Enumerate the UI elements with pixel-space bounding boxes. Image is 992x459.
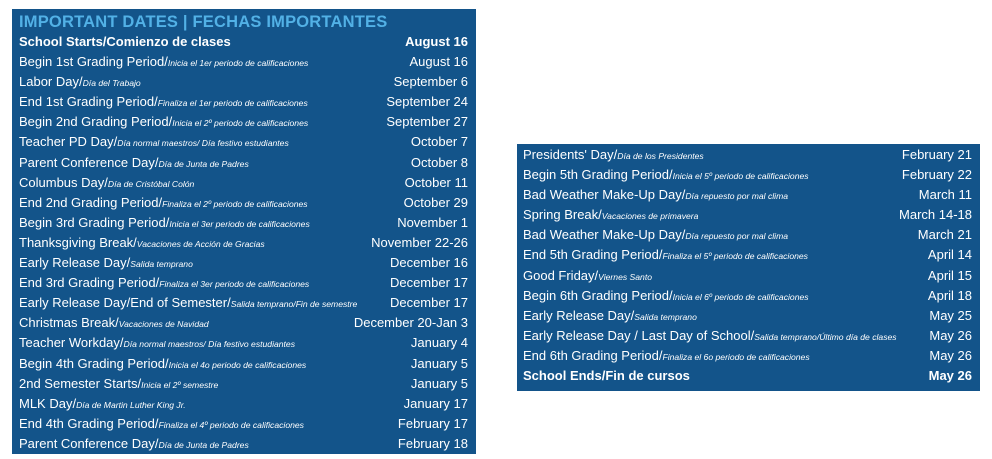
event-label (523, 245, 808, 266)
event-name-spanish: Finaliza el 4º periodo de calificaciones (158, 419, 304, 430)
event-label (19, 394, 186, 415)
event-label (19, 333, 295, 354)
event-label (523, 286, 809, 307)
event-date: September 6 (393, 74, 468, 90)
event-name-english: School Starts/Comienzo de clases (19, 34, 231, 49)
date-row (19, 253, 468, 273)
event-date: August 16 (405, 34, 468, 49)
event-name-spanish: Inicia el 2º periodo de calificaciones (172, 118, 309, 129)
date-row (19, 273, 468, 293)
event-label (523, 346, 810, 367)
date-row (523, 225, 972, 245)
event-label (19, 132, 289, 153)
event-name-english: Teacher PD Day/ (19, 134, 118, 150)
event-label (19, 253, 193, 274)
event-name-spanish: Día de los Presidentes (617, 151, 704, 161)
date-row (19, 354, 468, 374)
dates-list-right (523, 145, 972, 386)
event-name-english: Early Release Day/End of Semester/ (19, 295, 231, 311)
event-name-spanish: Finaliza el 5º periodo de calificaciones (662, 251, 808, 262)
event-name-spanish: Día de Junta de Padres (158, 158, 249, 169)
date-row (19, 112, 468, 132)
event-label (523, 225, 788, 246)
event-name-spanish: Finaliza el 2º periodo de calificaciones (162, 198, 308, 209)
event-date: December 20-Jan 3 (353, 315, 468, 331)
event-name-spanish: Vacaciones de Navidad (118, 319, 209, 330)
event-name-spanish: Salida temprano/Último día de clases (754, 331, 897, 342)
event-name-english: MLK Day/ (19, 395, 77, 411)
event-label (19, 414, 304, 435)
event-label (523, 205, 698, 226)
event-name-english: Early Release Day/ (523, 307, 635, 323)
date-row (19, 132, 468, 152)
event-label (523, 165, 809, 186)
important-dates-panel-right (517, 144, 980, 391)
date-row (523, 145, 972, 165)
date-row (19, 293, 468, 313)
date-row (19, 374, 468, 394)
event-date: January 5 (410, 375, 468, 391)
event-date: November 22-26 (371, 234, 468, 250)
event-name-english: Christmas Break/ (19, 315, 119, 331)
event-label (19, 293, 357, 314)
date-row (523, 245, 972, 265)
event-label (19, 153, 249, 174)
date-row (19, 313, 468, 333)
event-date: January 5 (410, 355, 468, 371)
event-name-english: Labor Day/ (19, 74, 83, 90)
event-label (523, 145, 704, 166)
event-name-spanish: Salida temprano (634, 311, 697, 322)
event-name-spanish: Finaliza el 1er periodo de calificaciones (157, 98, 308, 109)
event-name-english: 2nd Semester Starts/ (19, 375, 142, 391)
event-label (19, 374, 218, 395)
event-name-english: Begin 4th Grading Period/ (19, 355, 169, 371)
date-row (19, 193, 468, 213)
date-row (19, 173, 468, 193)
event-name-english: End 1st Grading Period/ (19, 94, 158, 110)
date-row (19, 92, 468, 112)
event-date: October 7 (410, 134, 468, 150)
date-row (523, 306, 972, 326)
date-row (523, 205, 972, 225)
event-name-english: End 3rd Grading Period/ (19, 275, 160, 291)
event-label (19, 434, 249, 455)
event-date: May 26 (929, 327, 972, 343)
event-name-english: Begin 3rd Grading Period/ (19, 214, 170, 230)
event-date: September 27 (386, 114, 468, 130)
event-label (523, 306, 697, 327)
date-row (19, 434, 468, 454)
date-row (19, 333, 468, 353)
event-name-english: Thanksgiving Break/ (19, 234, 137, 250)
event-date: January 17 (403, 395, 468, 411)
event-name-english: End 6th Grading Period/ (523, 347, 663, 363)
event-name-english: Bad Weather Make-Up Day/ (523, 187, 686, 203)
event-date: November 1 (397, 214, 468, 230)
dates-list-left (19, 32, 468, 454)
event-name-spanish: Día de Martin Luther King Jr. (76, 399, 186, 410)
date-row (19, 52, 468, 72)
event-label (19, 313, 209, 334)
event-date: February 22 (901, 167, 972, 183)
event-name-english: Presidents' Day/ (523, 147, 618, 162)
event-date: March 21 (917, 227, 972, 243)
event-name-english: Begin 1st Grading Period/ (19, 54, 168, 70)
event-label (19, 213, 310, 234)
event-name-english: Teacher Workday/ (19, 335, 124, 351)
date-row (523, 165, 972, 185)
event-name-spanish: Día del Trabajo (82, 78, 141, 89)
event-date: March 14-18 (899, 207, 972, 223)
event-date: March 11 (918, 187, 972, 203)
event-label (523, 366, 690, 386)
event-name-english: Parent Conference Day/ (19, 154, 159, 170)
event-name-english: Early Release Day / Last Day of School/ (523, 327, 755, 343)
event-name-english: Begin 5th Grading Period/ (523, 167, 673, 183)
event-label (19, 354, 306, 375)
event-date: September 24 (386, 94, 468, 110)
event-name-spanish: Vacaciones de Acción de Gracias (136, 238, 265, 249)
event-date: December 17 (389, 275, 468, 291)
date-row (523, 286, 972, 306)
event-date: May 26 (928, 368, 972, 384)
event-name-english: Early Release Day/ (19, 255, 131, 271)
date-row (19, 394, 468, 414)
date-row (523, 346, 972, 366)
event-date: December 17 (389, 295, 468, 311)
event-name-english: Spring Break/ (523, 207, 602, 223)
event-name-english: Begin 2nd Grading Period/ (19, 114, 173, 130)
event-label (19, 92, 308, 113)
event-date: October 11 (404, 174, 468, 190)
event-label (19, 52, 308, 73)
event-label (19, 112, 308, 133)
event-label (19, 233, 265, 254)
event-label (523, 266, 652, 287)
date-row (523, 185, 972, 205)
event-date: April 18 (927, 287, 972, 303)
event-name-english: End 2nd Grading Period/ (19, 194, 163, 210)
event-name-spanish: Día de Cristóbal Colón (107, 178, 195, 189)
event-name-spanish: Día repuesto por mal clima (685, 191, 789, 202)
event-name-english: Good Friday/ (523, 267, 599, 283)
event-date: May 26 (929, 347, 972, 363)
event-date: April 14 (927, 247, 972, 263)
event-name-spanish: Día normal maestros/ Día festivo estudiantes (117, 138, 289, 149)
event-name-english: Begin 6th Grading Period/ (523, 287, 673, 303)
event-label (19, 72, 141, 93)
event-name-spanish: Día de Junta de Padres (158, 439, 249, 450)
event-date: December 16 (389, 255, 468, 271)
event-name-spanish: Inicia el 3er periodo de calificaciones (169, 218, 310, 229)
event-date: February 18 (397, 435, 468, 451)
panel-heading: IMPORTANT DATES | FECHAS IMPORTANTES (19, 13, 388, 31)
event-name-spanish: Inicia el 5º periodo de calificaciones (672, 171, 809, 182)
date-row (19, 213, 468, 233)
event-name-english: End 4th Grading Period/ (19, 415, 159, 431)
event-date: February 17 (397, 415, 468, 431)
date-row (19, 233, 468, 253)
event-name-spanish: Finaliza el 3er periodo de calificaciones (159, 279, 310, 290)
event-label (523, 326, 897, 347)
event-name-english: Parent Conference Day/ (19, 435, 159, 451)
event-date: January 4 (410, 335, 468, 351)
event-label (19, 193, 308, 214)
date-row (19, 72, 468, 92)
date-row (19, 32, 468, 52)
event-date: October 29 (403, 194, 468, 210)
event-label (19, 273, 309, 294)
event-name-english: End 5th Grading Period/ (523, 247, 663, 263)
important-dates-panel-left (12, 9, 476, 454)
event-name-english: Columbus Day/ (19, 174, 108, 190)
event-name-spanish: Salida temprano/Fin de semestre (230, 299, 358, 310)
event-date: April 15 (927, 267, 972, 283)
date-row (523, 326, 972, 346)
event-name-english: Bad Weather Make-Up Day/ (523, 227, 686, 243)
event-name-spanish: Día normal maestros/ Día festivo estudiantes (123, 339, 296, 350)
event-name-spanish: Inicia el 4o periodo de calificaciones (168, 359, 307, 370)
event-date: February 21 (901, 147, 972, 162)
event-name-english: School Ends/Fin de cursos (523, 368, 690, 384)
event-name-spanish: Inicia el 2º semestre (141, 379, 219, 390)
event-label (19, 173, 194, 194)
event-date: May 25 (929, 307, 972, 323)
event-name-spanish: Viernes Santo (598, 271, 652, 282)
date-row (523, 366, 972, 386)
event-date: October 8 (410, 154, 468, 170)
event-label (19, 32, 231, 52)
date-row (19, 153, 468, 173)
date-row (19, 414, 468, 434)
event-name-spanish: Finaliza el 6o periodo de calificaciones (662, 351, 810, 362)
event-name-spanish: Día repuesto por mal clima (685, 231, 789, 242)
event-name-spanish: Inicia el 1er periodo de calificaciones (167, 58, 309, 69)
date-row (523, 266, 972, 286)
event-date: August 16 (409, 54, 468, 70)
event-name-spanish: Inicia el 6º periodo de calificaciones (672, 291, 809, 302)
event-name-spanish: Vacaciones de primavera (601, 211, 699, 222)
event-label (523, 185, 788, 206)
event-name-spanish: Salida temprano (130, 259, 193, 270)
